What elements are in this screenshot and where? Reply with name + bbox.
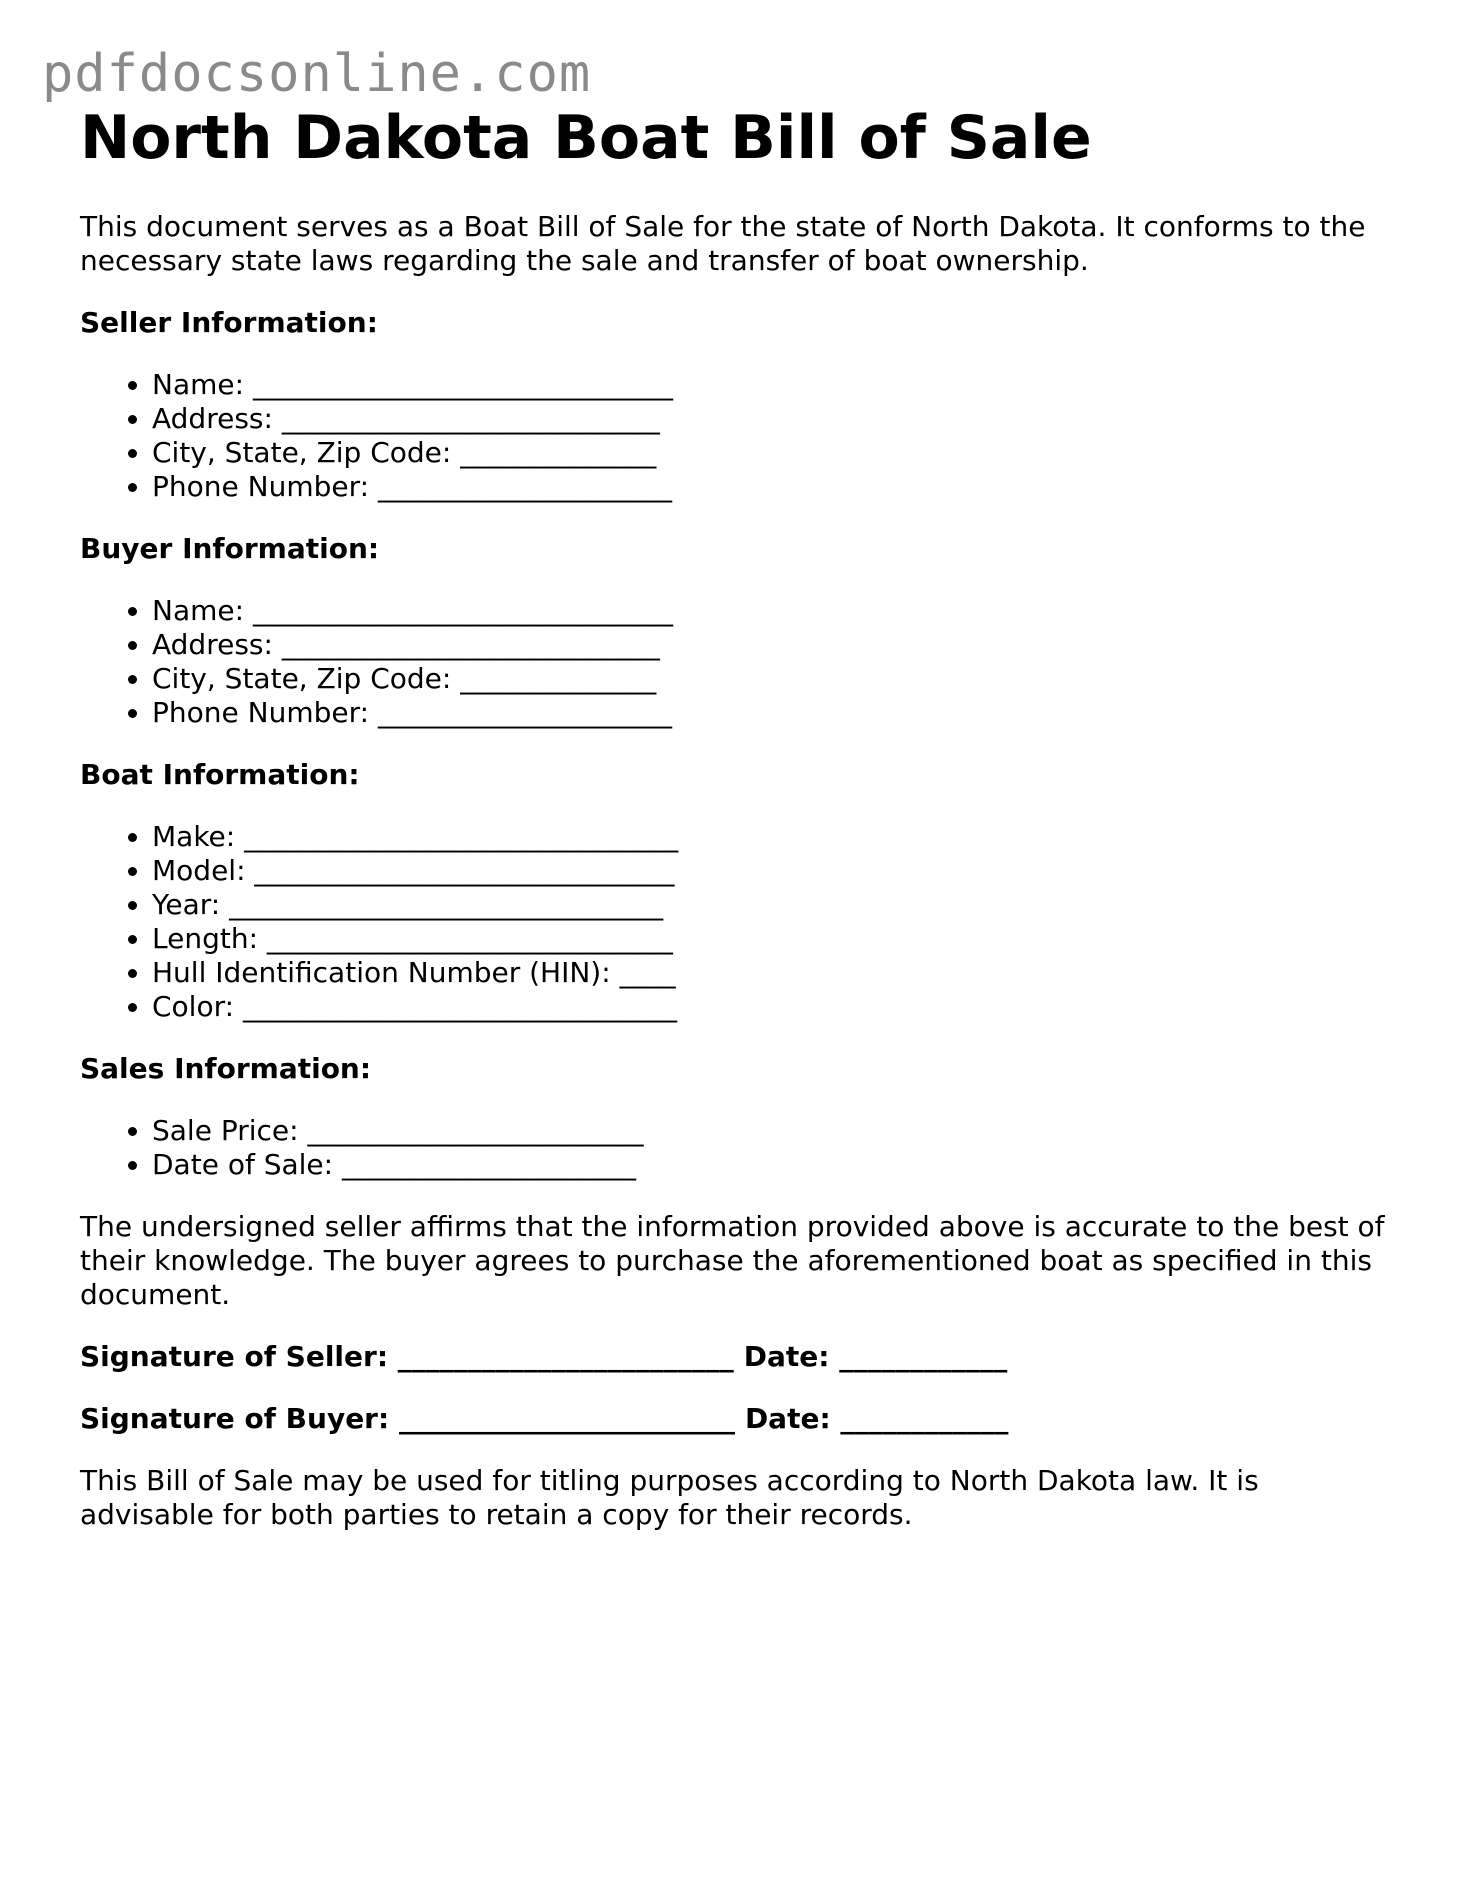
buyer-city-state-zip-field: • City, State, Zip Code: ______________ bbox=[152, 662, 1400, 696]
seller-signature-line bbox=[80, 1340, 1400, 1374]
boat-make-field: • Make: _______________________________ bbox=[152, 820, 1400, 854]
document-body bbox=[80, 100, 1400, 1532]
seller-list bbox=[80, 368, 1400, 504]
sales-list bbox=[80, 1114, 1400, 1182]
buyer-signature-label: Signature of Buyer: ________________________ bbox=[80, 1402, 735, 1435]
boat-color-field: • Color: _______________________________ bbox=[152, 990, 1400, 1024]
seller-heading: Seller Information: bbox=[80, 306, 378, 339]
boat-model-field: • Model: ______________________________ bbox=[152, 854, 1400, 888]
document-title: North Dakota Boat Bill of Sale bbox=[80, 103, 1092, 173]
intro-paragraph: This document serves as a Boat Bill of Sale for the state of North Dakota. It conforms to the necessary state laws regarding the sale and transfer of boat ownership. bbox=[80, 210, 1366, 277]
buyer-name-field: • Name: ______________________________ bbox=[152, 594, 1400, 628]
seller-address-field: • Address: ___________________________ bbox=[152, 402, 1400, 436]
buyer-list bbox=[80, 594, 1400, 730]
boat-year-field: • Year: _______________________________ bbox=[152, 888, 1400, 922]
sale-price-field: • Sale Price: ________________________ bbox=[152, 1114, 1400, 1148]
boat-hin-field: • Hull Identification Number (HIN): ____ bbox=[152, 956, 1400, 990]
affirmation-paragraph: The undersigned seller affirms that the information provided above is accurate to the best of their knowledge. The buyer agrees to purchase the aforementioned boat as specified in this document. bbox=[80, 1210, 1385, 1311]
boat-list bbox=[80, 820, 1400, 1024]
closing-paragraph: This Bill of Sale may be used for titling purposes according to North Dakota law. It is advisable for both parties to retain a copy for their records. bbox=[80, 1464, 1259, 1531]
seller-signature-date: Date: ____________ bbox=[743, 1340, 1008, 1373]
sale-date-field: • Date of Sale: _____________________ bbox=[152, 1148, 1400, 1182]
watermark: pdfdocsonline.com bbox=[42, 44, 592, 104]
buyer-signature-date: Date: ____________ bbox=[744, 1402, 1009, 1435]
seller-signature-label: Signature of Seller: ________________________ bbox=[80, 1340, 734, 1373]
boat-heading: Boat Information: bbox=[80, 758, 360, 791]
buyer-phone-field: • Phone Number: _____________________ bbox=[152, 696, 1400, 730]
buyer-heading: Buyer Information: bbox=[80, 532, 380, 565]
buyer-signature-line bbox=[80, 1402, 1400, 1436]
sales-heading: Sales Information: bbox=[80, 1052, 372, 1085]
seller-city-state-zip-field: • City, State, Zip Code: ______________ bbox=[152, 436, 1400, 470]
seller-phone-field: • Phone Number: _____________________ bbox=[152, 470, 1400, 504]
buyer-address-field: • Address: ___________________________ bbox=[152, 628, 1400, 662]
seller-name-field: • Name: ______________________________ bbox=[152, 368, 1400, 402]
boat-length-field: • Length: _____________________________ bbox=[152, 922, 1400, 956]
